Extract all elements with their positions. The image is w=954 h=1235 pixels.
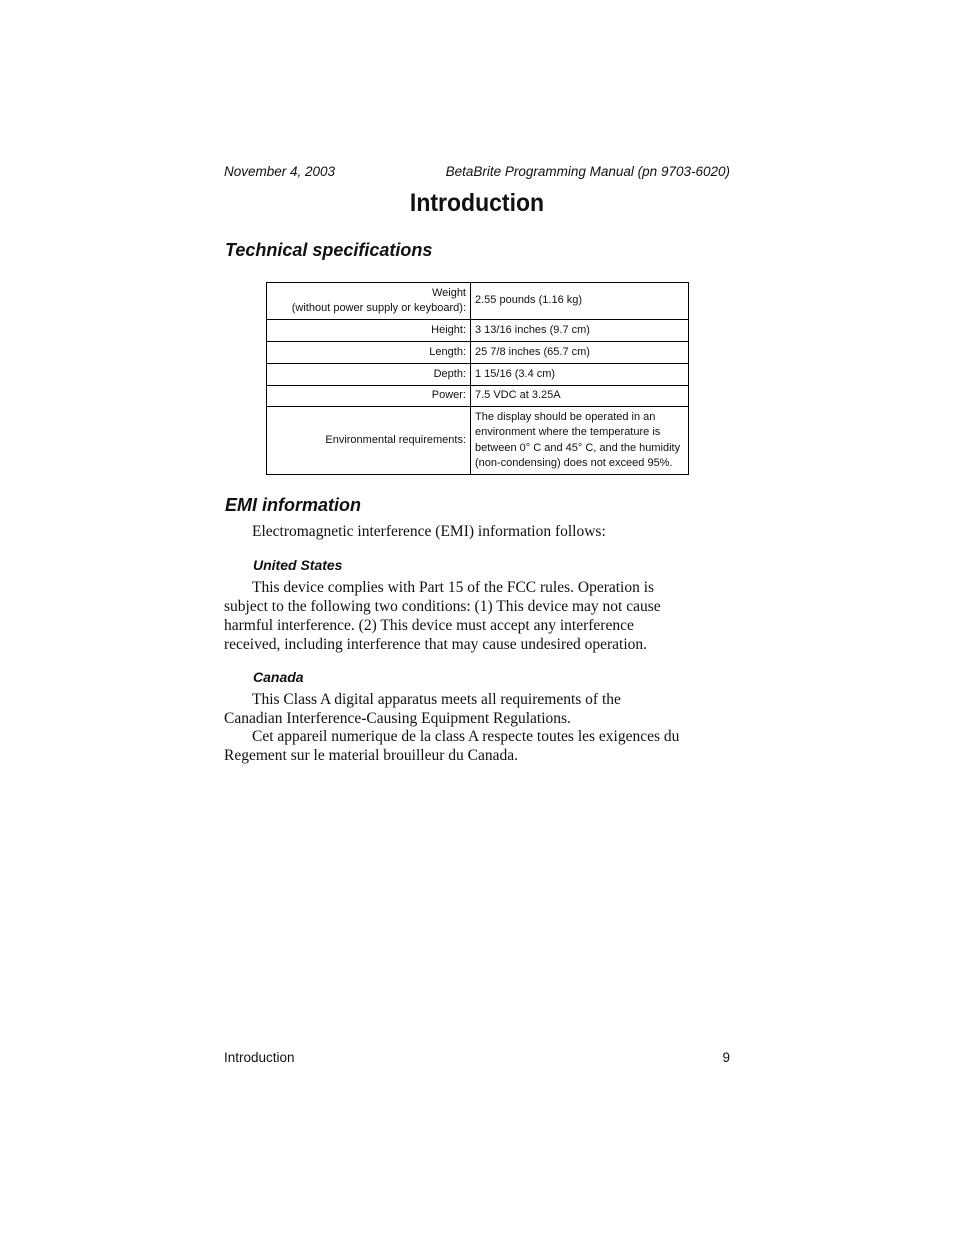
page-title: Introduction: [409, 189, 545, 217]
table-row: [267, 283, 689, 320]
canada-paragraph-french: Cet appareil numerique de la class A respecte toutes les exigences du Regement sur le material brouilleur du Canada.: [224, 728, 680, 764]
spec-label-length: Length:: [267, 342, 471, 364]
spec-value-depth: 1 15/16 (3.4 cm): [471, 364, 689, 386]
emi-information-heading: EMI information: [225, 495, 361, 515]
table-row: [267, 320, 689, 342]
footer-section-name: Introduction: [224, 1050, 295, 1065]
spec-label-power: Power:: [267, 386, 471, 407]
spec-value-length: 25 7/8 inches (65.7 cm): [471, 342, 689, 364]
spec-label-weight: Weight (without power supply or keyboard):: [267, 283, 471, 320]
table-row: [267, 342, 689, 364]
spec-label-depth: Depth:: [267, 364, 471, 386]
footer-page-number: 9: [722, 1050, 730, 1065]
header-date: November 4, 2003: [224, 164, 336, 179]
table-row: [267, 364, 689, 386]
emi-intro-paragraph: Electromagnetic interference (EMI) information follows:: [252, 523, 606, 540]
canada-heading: Canada: [253, 669, 304, 685]
table-row: [267, 407, 689, 475]
technical-specifications-heading: Technical specifications: [225, 240, 433, 260]
spec-value-height: 3 13/16 inches (9.7 cm): [471, 320, 689, 342]
canada-paragraph-english: This Class A digital apparatus meets all requirements of the Canadian Interference-Causing Equipment Regulations.: [224, 691, 621, 727]
spec-value-weight: 2.55 pounds (1.16 kg): [471, 283, 689, 320]
spec-value-power: 7.5 VDC at 3.25A: [471, 386, 689, 407]
spec-label-environmental: Environmental requirements:: [267, 407, 471, 475]
spec-value-environmental: The display should be operated in an environment where the temperature is between 0° C and 45° C, and the humidity (non-condensing) does not exceed 95%.: [471, 407, 689, 475]
table-row: [267, 386, 689, 407]
united-states-heading: United States: [253, 557, 343, 573]
header-manual-title: BetaBrite Programming Manual (pn 9703-6020): [445, 164, 730, 179]
spec-label-height: Height:: [267, 320, 471, 342]
specifications-table: [266, 282, 689, 475]
united-states-paragraph: This device complies with Part 15 of the FCC rules. Operation is subject to the following two conditions: (1) This device may not cause harmful interference. (2) This device must accept any interference received, including interference that may cause undesired operation.: [224, 579, 661, 653]
